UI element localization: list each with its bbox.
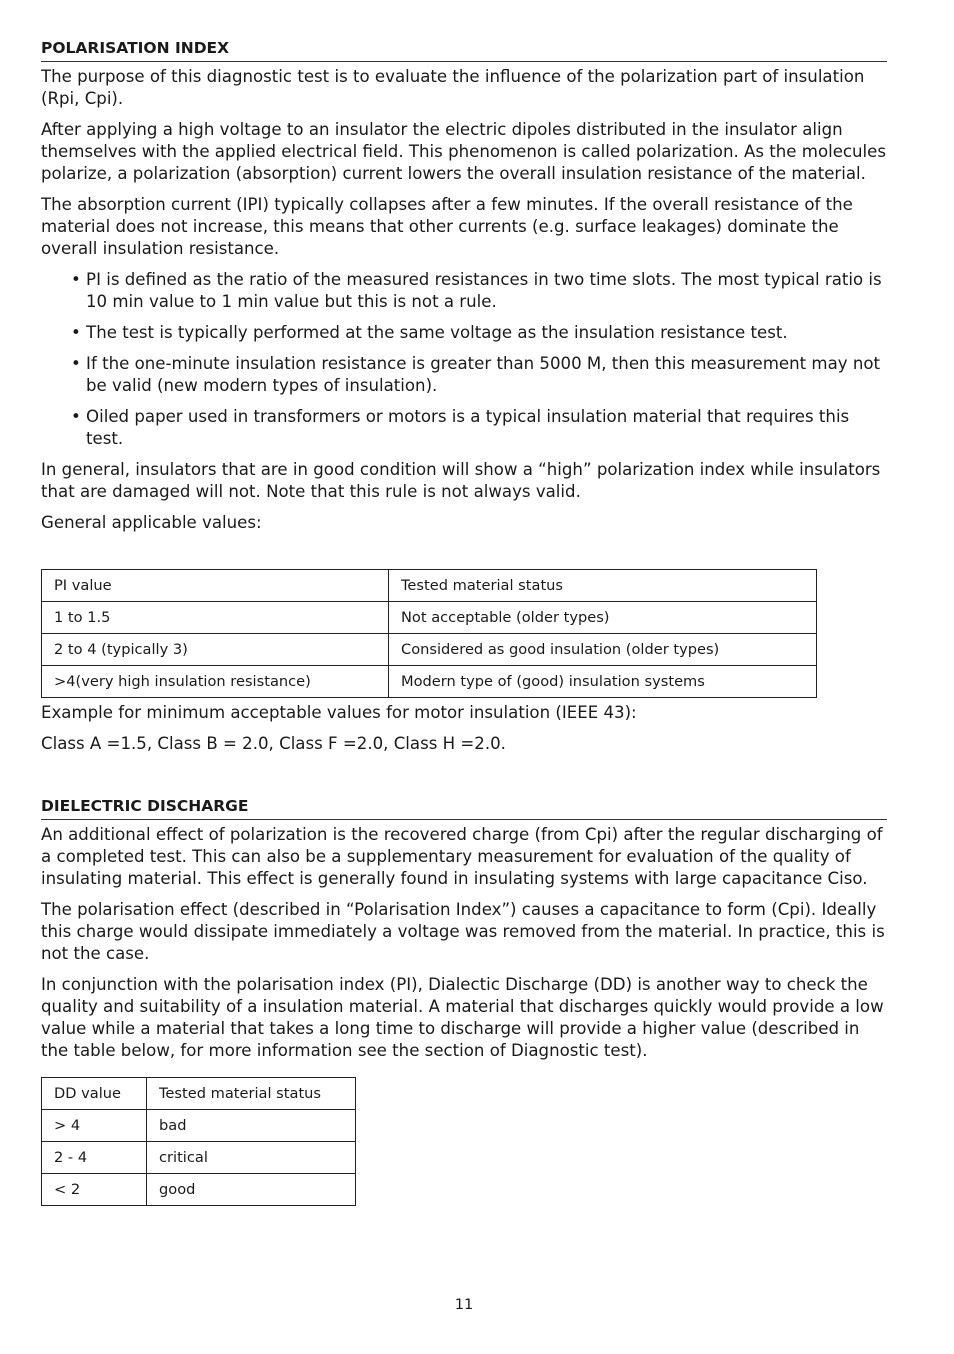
table-row [42,1142,356,1174]
bullet-item: • The test is typically performed at the same voltage as the insulation resistance test. [71,323,788,342]
table-cell: 1 to 1.5 [42,602,389,634]
section-dielectric-discharge [41,796,887,1206]
table-header-cell: Tested material status [389,570,817,602]
table-header-cell: PI value [42,570,389,602]
bullet-item: • If the one-minute insulation resistance is greater than 5000 M, then this measurement may not be valid (new modern types of insulation). [71,354,881,395]
table-cell: good [147,1174,356,1206]
table-row [42,634,817,666]
table-cell: critical [147,1142,356,1174]
table-header-row [42,1078,356,1110]
document-page [41,38,887,1206]
table-row [42,602,817,634]
table-cell: > 4 [42,1110,147,1142]
paragraph: The purpose of this diagnostic test is to evaluate the influence of the polarization part of insulation (Rpi, Cpi). [41,67,865,108]
page-number: 11 [454,1296,474,1313]
bullet-item: • Oiled paper used in transformers or motors is a typical insulation material that requires this test. [71,407,850,448]
example-text: Example for minimum acceptable values for motor insulation (IEEE 43): [41,703,637,722]
table-cell: 2 - 4 [42,1142,147,1174]
pi-values-table [41,569,817,698]
table-cell: Considered as good insulation (older types) [389,634,817,666]
table-cell: Modern type of (good) insulation systems [389,666,817,698]
table-header-cell: Tested material status [147,1078,356,1110]
table-cell: bad [147,1110,356,1142]
paragraph: In general, insulators that are in good condition will show a “high” polarization index while insulators that are damaged will not. Note that this rule is not always valid. [41,460,881,501]
dd-values-table [41,1077,356,1206]
table-cell: Not acceptable (older types) [389,602,817,634]
section-heading: POLARISATION INDEX [41,38,887,62]
table-cell: >4(very high insulation resistance) [42,666,389,698]
table-row [42,666,817,698]
table-cell: 2 to 4 (typically 3) [42,634,389,666]
table-header-row [42,570,817,602]
table-header-cell: DD value [42,1078,147,1110]
paragraph: The polarisation effect (described in “Polarisation Index”) causes a capacitance to form (Cpi). Ideally this charge would dissipate immediately a voltage was removed from the material. In practice, this is not the case. [41,900,885,963]
values-intro: General applicable values: [41,513,262,532]
table-row [42,1110,356,1142]
classes-text: Class A =1.5, Class B = 2.0, Class F =2.0, Class H =2.0. [41,734,506,753]
paragraph: An additional effect of polarization is the recovered charge (from Cpi) after the regular discharging of a completed test. This can also be a supplementary measurement for evaluation of the quality of insulating material. This effect is generally found in insulating systems with large capacitance Ciso. [41,825,883,888]
paragraph: In conjunction with the polarisation index (PI), Dialectic Discharge (DD) is another way to check the quality and suitability of a insulation material. A material that discharges quickly would provide a low value while a material that takes a long time to discharge will provide a higher value (described in the table below, for more information see the section of Diagnostic test). [41,975,884,1060]
section-polarisation-index [41,38,887,755]
table-row [42,1174,356,1206]
bullet-item: • PI is defined as the ratio of the measured resistances in two time slots. The most typical ratio is 10 min value to 1 min value but this is not a rule. [71,270,882,311]
paragraph: The absorption current (IPI) typically collapses after a few minutes. If the overall resistance of the material does not increase, this means that other currents (e.g. surface leakages) dominate the overall insulation resistance. [41,195,853,258]
bullet-list [41,269,887,450]
section-heading: DIELECTRIC DISCHARGE [41,796,887,820]
paragraph: After applying a high voltage to an insulator the electric dipoles distributed in the insulator align themselves with the applied electrical field. This phenomenon is called polarization. As the molecules polarize, a polarization (absorption) current lowers the overall insulation resistance of the material. [41,120,887,183]
table-cell: < 2 [42,1174,147,1206]
